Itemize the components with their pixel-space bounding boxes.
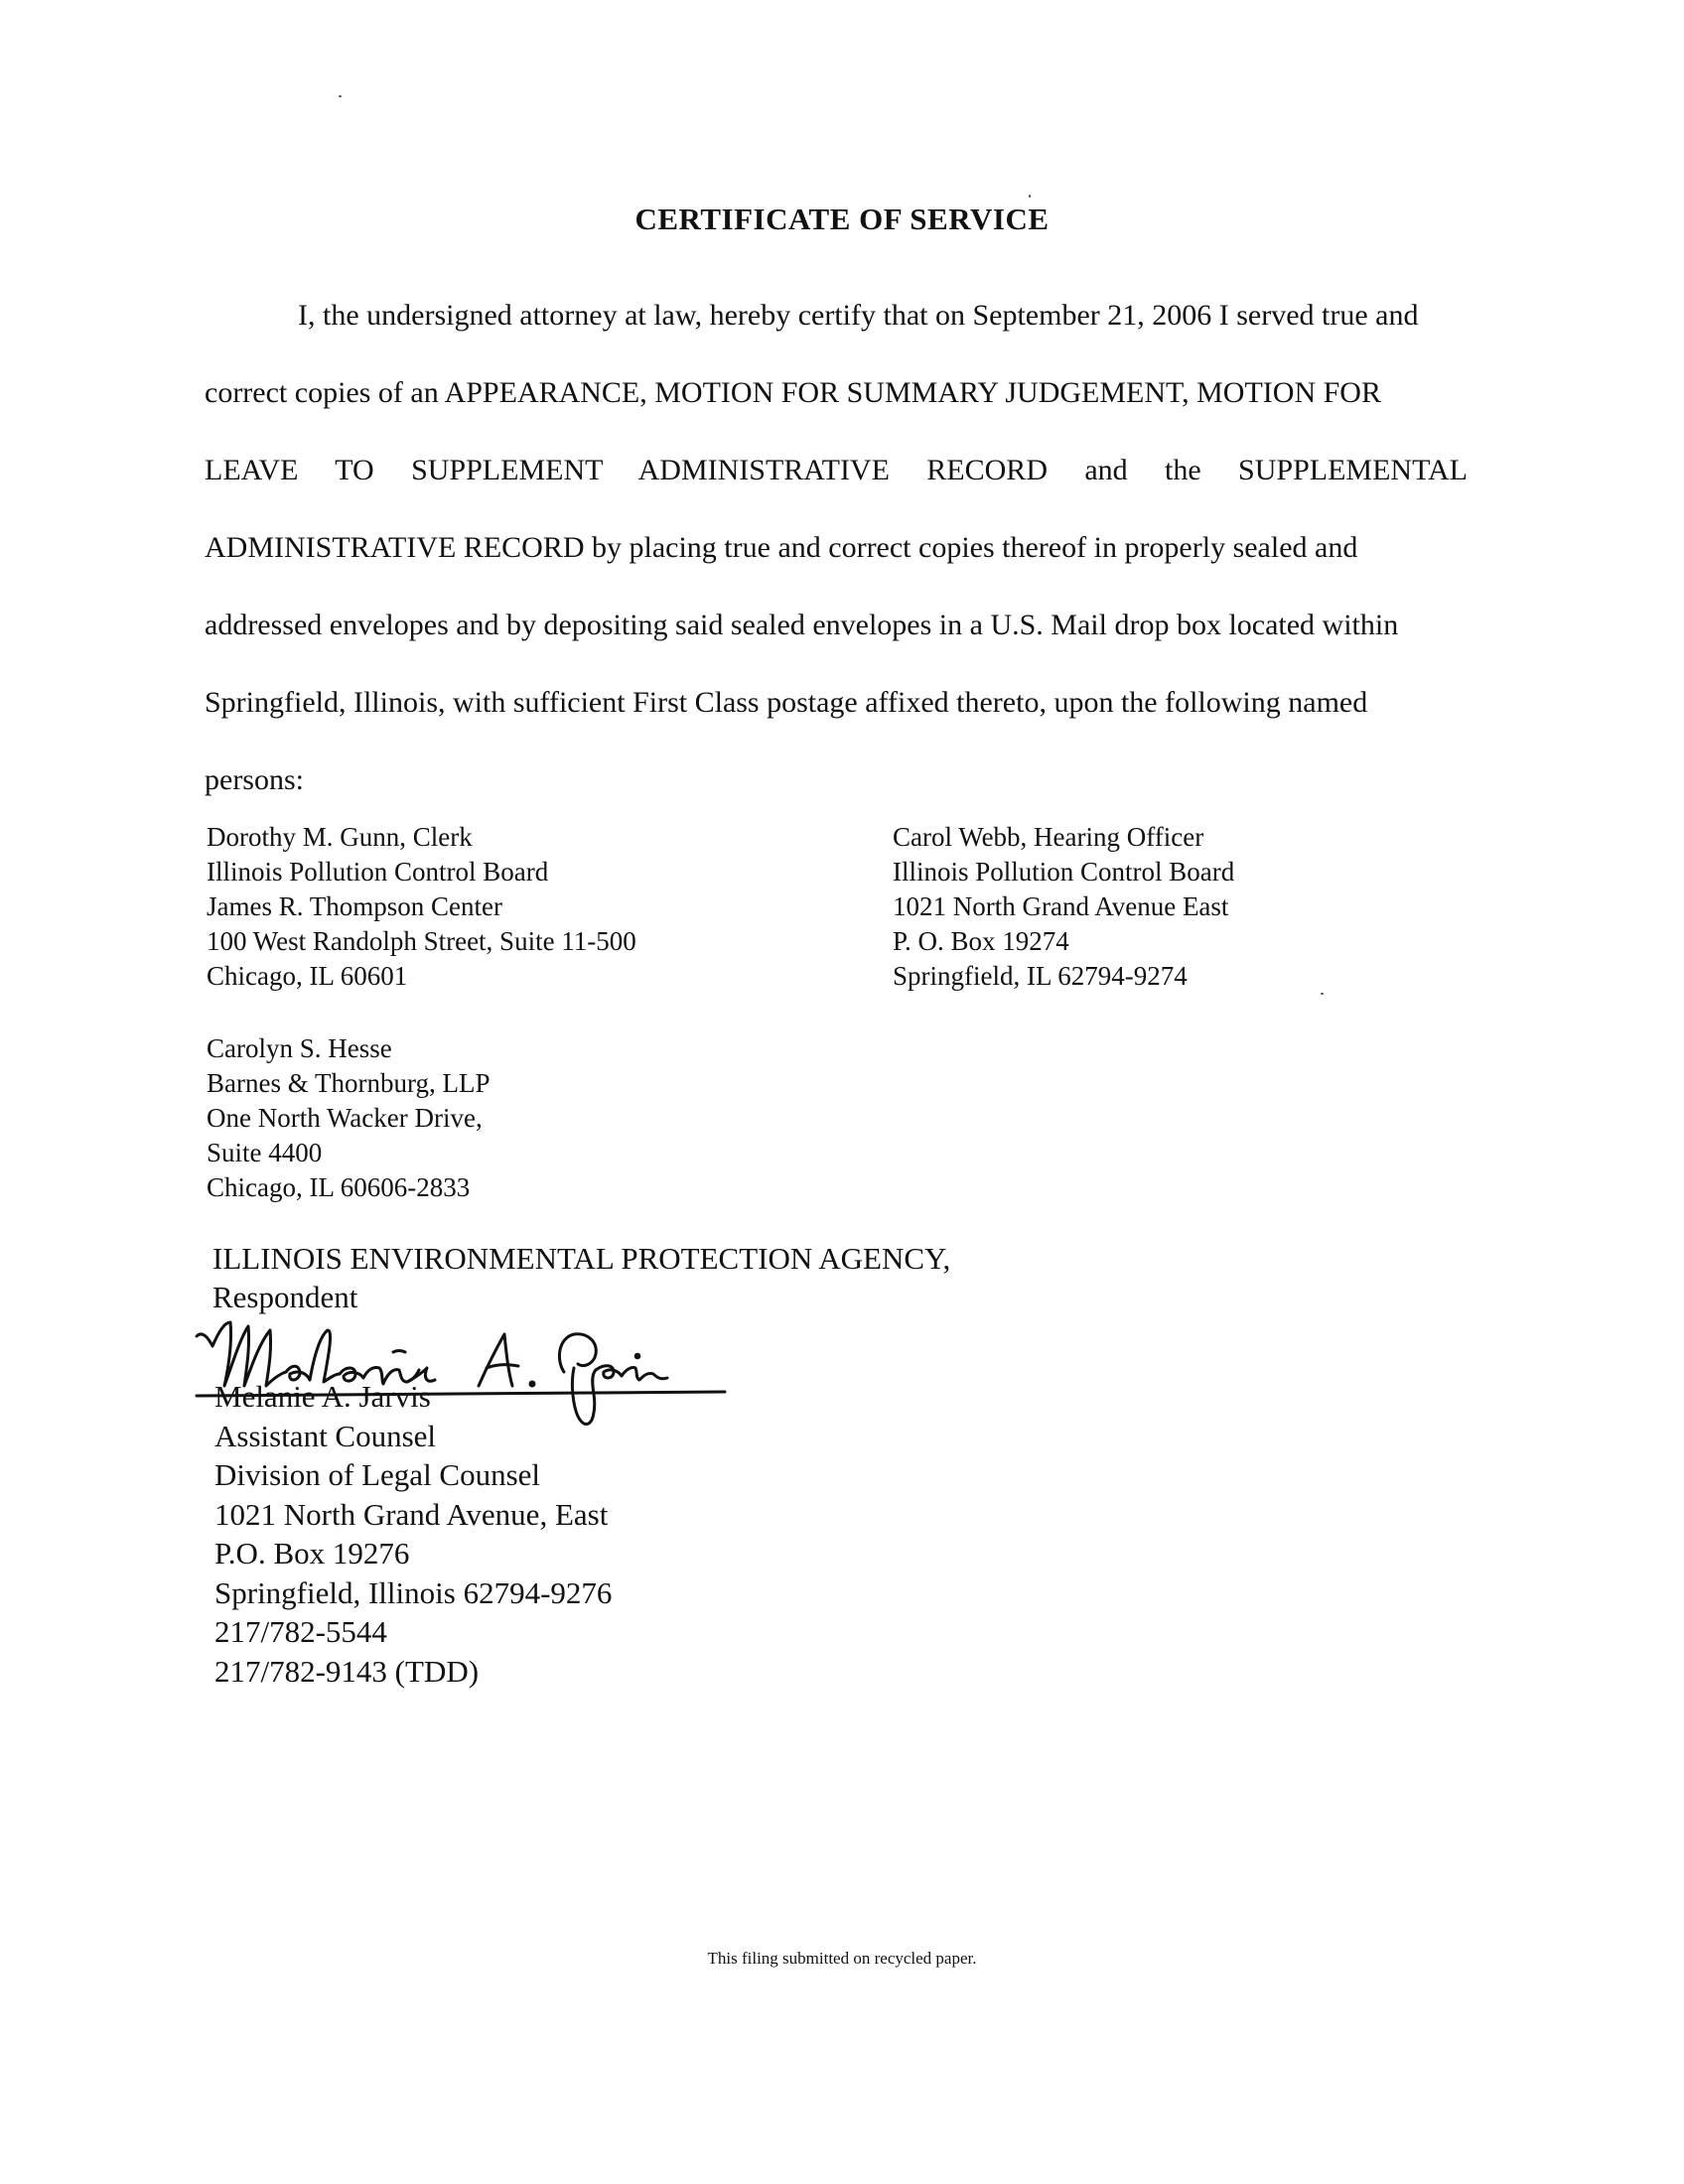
address-line: P. O. Box 19274 (893, 926, 1069, 956)
signer-street: 1021 North Grand Avenue, East (214, 1496, 609, 1532)
recipient-address-hesse (207, 1031, 490, 1205)
address-line: Illinois Pollution Control Board (207, 857, 549, 887)
body-line: LEAVE TO SUPPLEMENT ADMINISTRATIVE RECORD and the SUPPLEMENTAL (205, 454, 1468, 486)
body-line: I, the undersigned attorney at law, hereby certify that on September 21, 2006 I served true and (298, 299, 1419, 332)
address-line: Dorothy M. Gunn, Clerk (207, 822, 473, 852)
address-line: Springfield, IL 62794-9274 (893, 961, 1188, 991)
address-line: One North Wacker Drive, (207, 1103, 483, 1133)
agency-name: ILLINOIS ENVIRONMENTAL PROTECTION AGENCY, (212, 1241, 951, 1276)
address-line: Chicago, IL 60606-2833 (207, 1172, 471, 1202)
signer-phone: 217/782-5544 (214, 1614, 387, 1649)
body-line: Springfield, Illinois, with sufficient First Class postage affixed thereto, upon the following named (205, 686, 1368, 719)
body-line: addressed envelopes and by depositing said sealed envelopes in a U.S. Mail drop box located within (205, 609, 1399, 641)
signer-contact-block (214, 1377, 612, 1691)
scan-speck (339, 95, 342, 97)
party-role: Respondent (212, 1280, 358, 1314)
address-line: 1021 North Grand Avenue East (893, 891, 1229, 921)
certificate-body (205, 277, 1468, 819)
signer-po-box: P.O. Box 19276 (214, 1536, 410, 1570)
address-line: James R. Thompson Center (207, 891, 502, 921)
address-line: Carolyn S. Hesse (207, 1033, 392, 1063)
signer-title: Assistant Counsel (214, 1418, 437, 1453)
recipient-address-gunn (207, 820, 636, 994)
body-line: correct copies of an APPEARANCE, MOTION FOR SUMMARY JUDGEMENT, MOTION FOR (205, 376, 1381, 409)
signer-city: Springfield, Illinois 62794-9276 (214, 1574, 613, 1610)
signer-name: Melanie A. Jarvis (214, 1379, 431, 1414)
recycled-paper-footer: This filing submitted on recycled paper. (707, 1949, 977, 1968)
body-line: persons: (205, 763, 304, 796)
body-line: ADMINISTRATIVE RECORD by placing true and correct copies thereof in properly sealed and (205, 531, 1358, 564)
signer-tdd: 217/782-9143 (TDD) (214, 1653, 480, 1689)
scan-speck (1029, 195, 1031, 198)
recipient-address-webb (893, 820, 1234, 994)
address-line: Chicago, IL 60601 (207, 961, 408, 991)
document-title: CERTIFICATE OF SERVICE (634, 202, 1050, 236)
address-line: Carol Webb, Hearing Officer (893, 822, 1204, 852)
address-line: Illinois Pollution Control Board (893, 857, 1235, 887)
address-line: Suite 4400 (207, 1138, 323, 1167)
address-line: 100 West Randolph Street, Suite 11-500 (207, 926, 636, 956)
signature-lettering: Melanie A. Jarvis (189, 1308, 197, 1309)
address-line: Barnes & Thornburg, LLP (207, 1068, 491, 1098)
signer-division: Division of Legal Counsel (214, 1457, 541, 1492)
signer-agency-block (212, 1239, 950, 1316)
scan-speck (1321, 993, 1324, 995)
